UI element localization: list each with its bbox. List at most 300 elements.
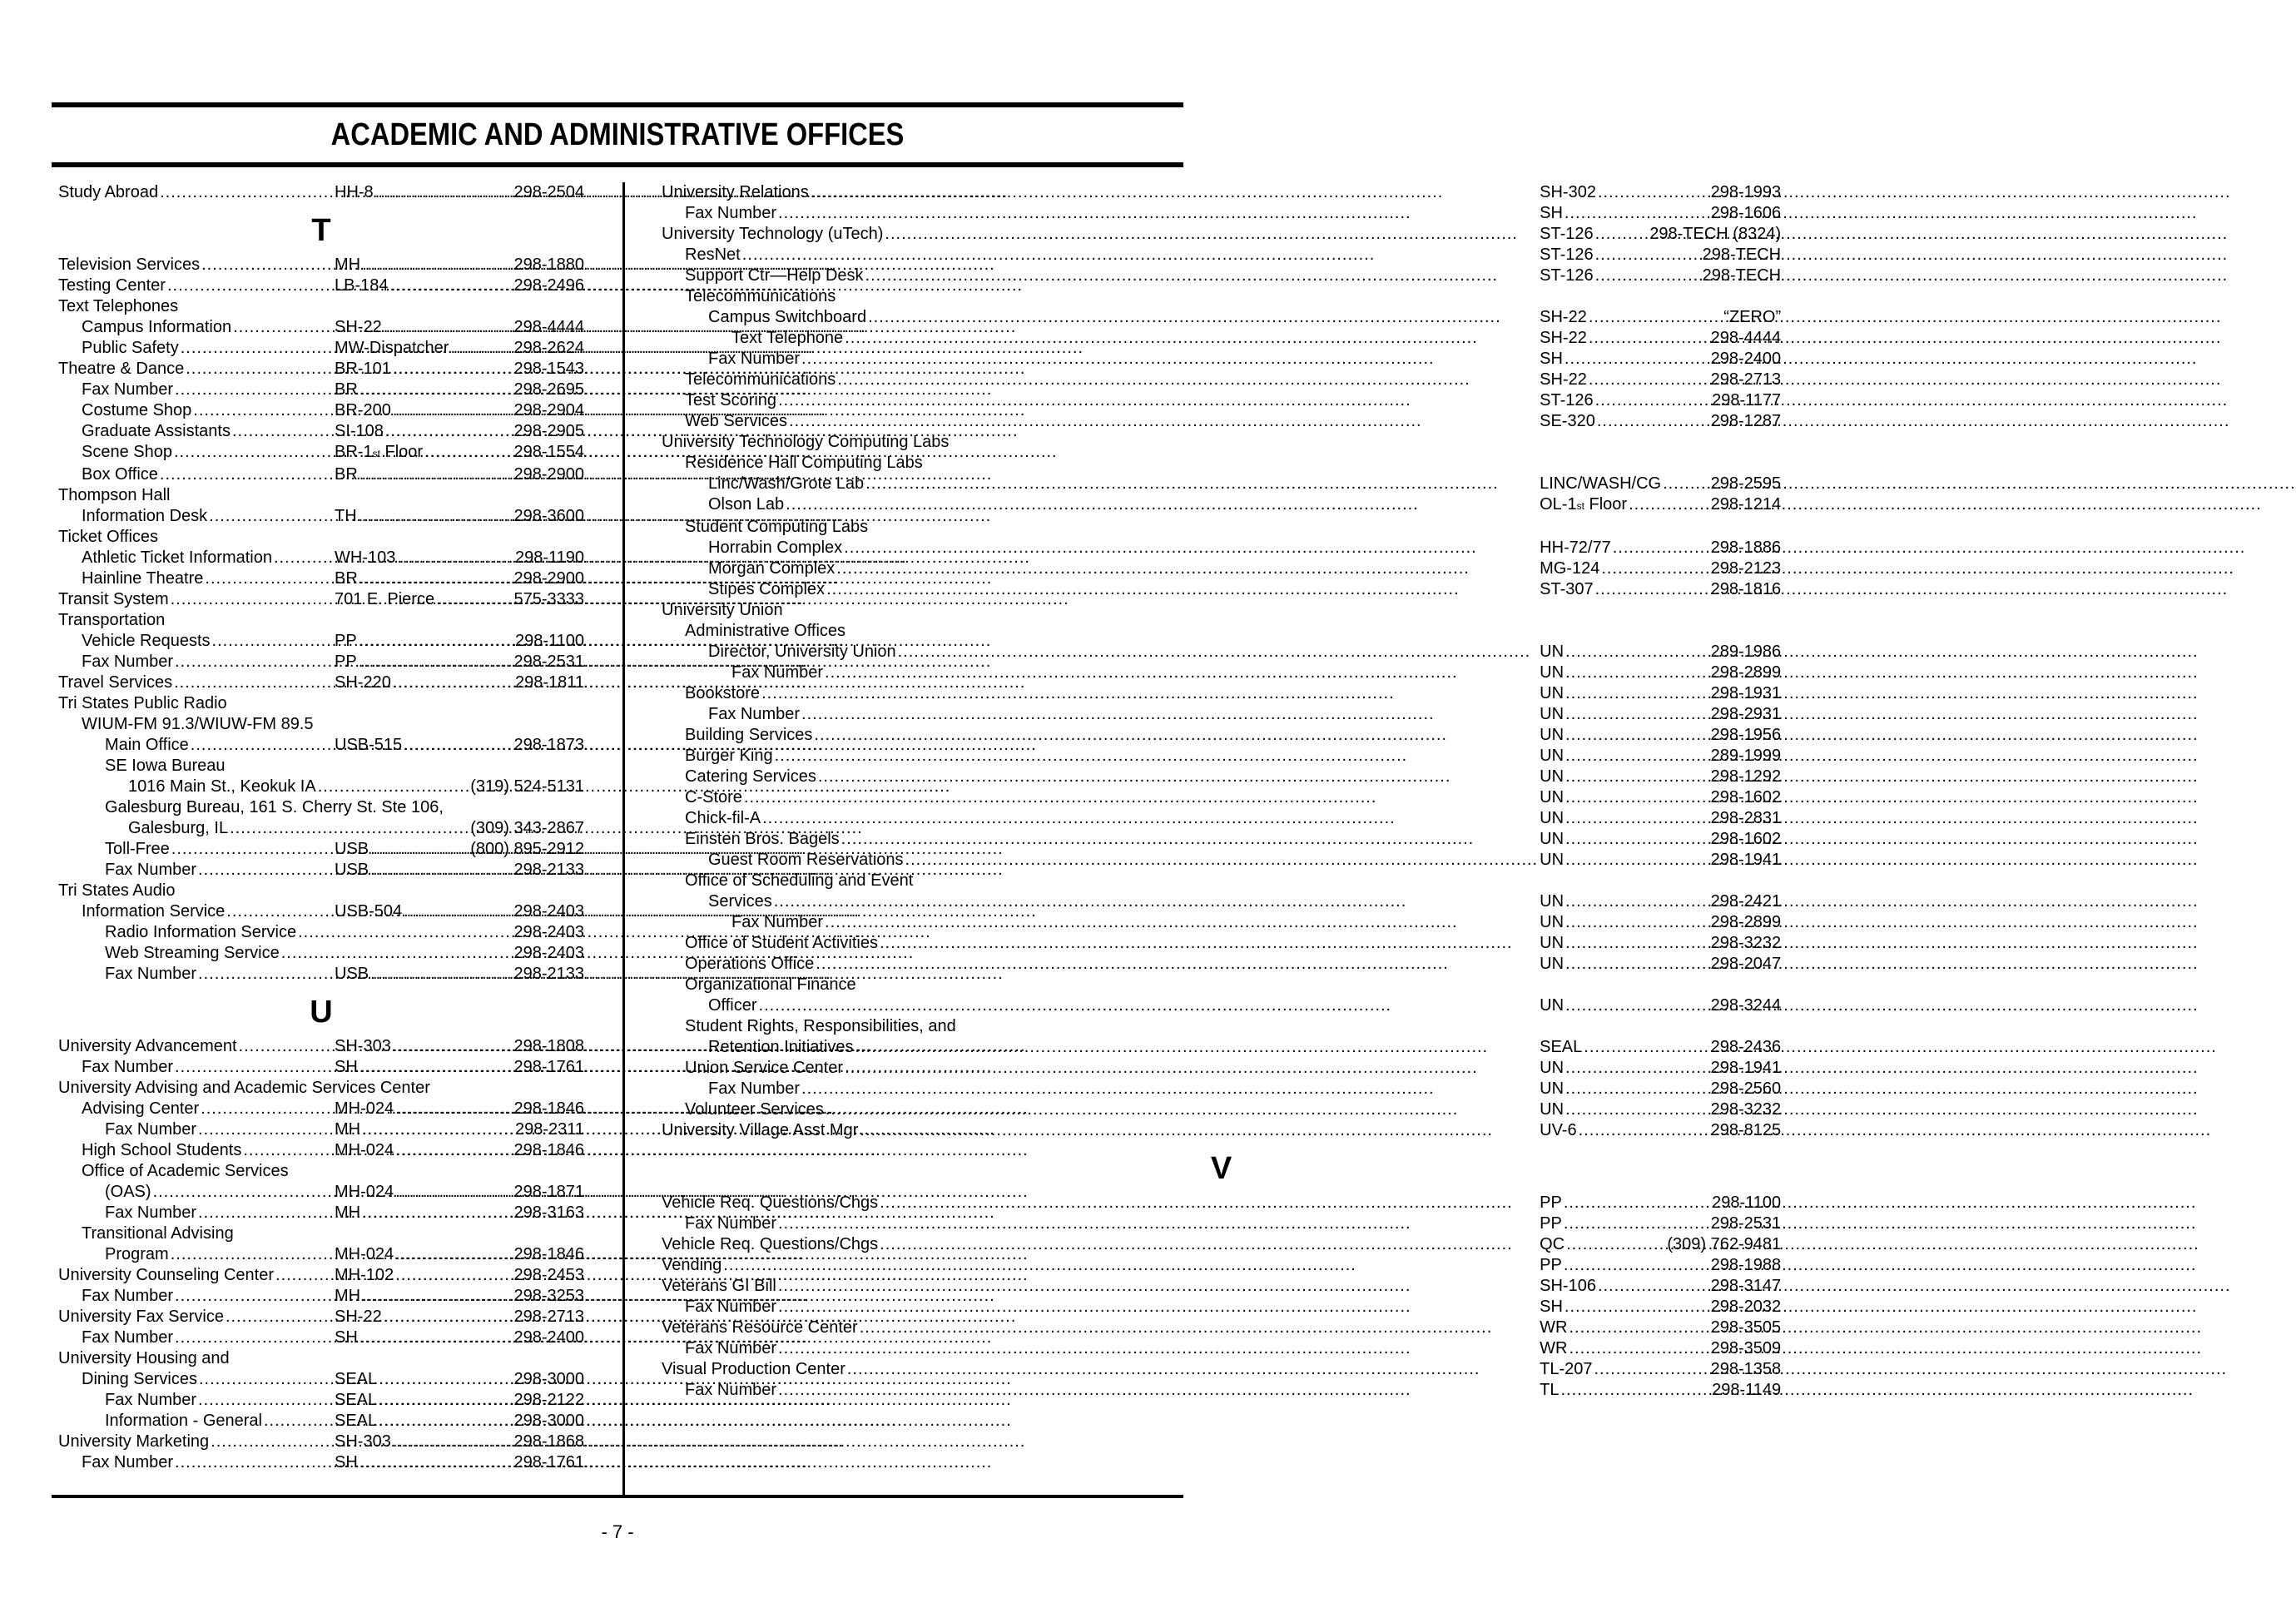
dot-leader: [757, 995, 1540, 1016]
top-double-rule: [52, 102, 1183, 107]
dot-leader: [784, 494, 1540, 515]
dot-leader: [158, 182, 335, 203]
dot-leader: [800, 1079, 1540, 1099]
entry-location-phone: [1540, 829, 1781, 850]
directory-entry: [58, 922, 584, 943]
directory-entry: [58, 275, 584, 296]
directory-entry: [662, 517, 1781, 538]
entry-name: Retention Initiatives: [708, 1038, 854, 1056]
entry-location: MH: [335, 1120, 361, 1139]
entry-location: UN: [1540, 747, 1565, 765]
entry-name: University Fax Service: [58, 1308, 224, 1326]
entry-location-phone: [335, 421, 584, 442]
dot-leader: [843, 328, 1540, 349]
entry-phone: 298-4444: [1710, 329, 1782, 347]
directory-entry: [662, 746, 1781, 767]
entry-name: Costume Shop: [82, 401, 192, 419]
entry-name: Visual Production Center: [662, 1360, 846, 1378]
directory-entry: [58, 1203, 584, 1223]
entry-phone: 298-1941: [1710, 1059, 1782, 1077]
entry-name: Testing Center: [58, 276, 166, 295]
directory-entry: [58, 182, 584, 203]
entry-location: ST-126: [1540, 246, 1594, 264]
directory-entry: [662, 808, 1781, 829]
dot-leader: [1594, 245, 1703, 266]
directory-entry: [58, 380, 584, 400]
entry-location-phone: [335, 1452, 584, 1473]
entry-phone: 298-2453: [513, 1266, 584, 1284]
dot-leader: [377, 1390, 513, 1411]
dot-leader: [816, 767, 1540, 787]
entry-name: Hainline Theatre: [82, 569, 204, 588]
entry-location: BR-1st Floor: [335, 443, 424, 461]
entry-name: Web Services: [685, 412, 788, 430]
entry-phone: 298-8125: [1710, 1121, 1782, 1139]
entry-phone: 298-1816: [1710, 580, 1782, 598]
directory-entry: [58, 1307, 584, 1328]
dot-leader: [357, 631, 515, 652]
entry-location: ST-126: [1540, 225, 1594, 243]
directory-entry: [662, 390, 1781, 411]
dot-leader: [173, 1328, 335, 1348]
entry-location-phone: [1540, 370, 1781, 390]
entry-location-phone: [1540, 1193, 1781, 1213]
entry-location: MW-Dispatcher: [335, 339, 449, 357]
directory-entry: [58, 1223, 584, 1244]
entry-location-phone: [1540, 1079, 1781, 1099]
entry-phone: 298-3232: [1710, 1100, 1782, 1119]
directory-entry: [662, 307, 1781, 328]
entry-location: UV-6: [1540, 1121, 1577, 1139]
entry-location: BR: [335, 569, 358, 588]
directory-entry: [662, 286, 1781, 307]
entry-location-phone: [1540, 704, 1781, 725]
entry-name: Fax Number: [685, 1214, 777, 1233]
entry-phone: 298-2905: [513, 422, 584, 440]
entry-location-phone: [335, 1369, 584, 1390]
entry-name: Fax Number: [105, 1203, 197, 1222]
directory-entry: [58, 860, 584, 881]
entry-location-phone: [1540, 1037, 1781, 1058]
dot-leader: [391, 359, 514, 380]
entry-location: UN: [1540, 643, 1565, 661]
dot-leader: [1594, 390, 1712, 411]
entry-location: SH-22: [335, 318, 382, 336]
entry-name: Radio Information Service: [105, 923, 297, 941]
dot-leader: [1611, 538, 1711, 558]
entry-location-phone: [1540, 808, 1781, 829]
dot-leader: [423, 442, 513, 463]
directory-entry: [662, 600, 1781, 621]
directory-entry: [662, 1255, 1781, 1276]
entry-name: Travel Services: [58, 673, 173, 692]
entry-phone: 298-3505: [1710, 1318, 1782, 1337]
entry-location: UN: [1540, 913, 1565, 931]
directory-entry: [662, 725, 1781, 746]
entry-name: Tri States Audio: [58, 881, 176, 900]
entry-name: Dining Services: [82, 1370, 197, 1388]
directory-entry: [662, 1276, 1781, 1297]
directory-entry: [58, 506, 584, 527]
dot-leader: [1567, 1338, 1710, 1359]
dot-leader: [1564, 683, 1711, 704]
directory-entry: [58, 756, 584, 777]
entry-location-phone: [1540, 1297, 1781, 1318]
entry-phone: 298-2831: [1710, 809, 1782, 827]
entry-location: UN: [1540, 788, 1565, 806]
directory-entry: [58, 714, 584, 735]
entry-location-phone: [1540, 891, 1781, 912]
entry-phone: 298-2695: [513, 380, 584, 399]
entry-location-phone: [1540, 1276, 1781, 1297]
entry-name: Vehicle Requests: [82, 632, 211, 650]
dot-leader: [776, 1213, 1540, 1234]
dot-leader: [394, 1099, 513, 1119]
entry-location-phone: [335, 359, 584, 380]
entry-phone: (319) 524-5131: [470, 777, 584, 796]
directory-entry: [58, 548, 584, 568]
directory-entry: [58, 1432, 584, 1452]
entry-phone: 298-2900: [513, 569, 584, 588]
dot-leader: [225, 901, 335, 922]
entry-phone: (800) 895-2912: [470, 840, 584, 858]
dot-leader: [196, 1390, 335, 1411]
directory-entry: [58, 1452, 584, 1473]
directory-entry: [662, 683, 1781, 704]
entry-phone: 298-2931: [1710, 705, 1782, 723]
entry-location-phone: [335, 380, 584, 400]
entry-phone: 298-2133: [513, 965, 584, 983]
dot-leader: [382, 317, 514, 338]
dot-leader: [196, 1119, 335, 1140]
entry-location-phone: [1540, 912, 1781, 933]
entry-location-phone: [335, 1099, 584, 1119]
entry-location: MH: [335, 256, 361, 274]
dot-leader: [369, 839, 470, 860]
dot-leader: [823, 912, 1540, 933]
entry-name: Horrabin Complex: [708, 538, 843, 557]
entry-name: Vehicle Req. Questions/Chgs: [662, 1194, 879, 1212]
entry-phone: 298-3000: [513, 1412, 584, 1430]
entry-phone: 298-2403: [513, 902, 584, 921]
dot-leader: [1563, 349, 1711, 370]
entry-location-phone: [335, 1182, 584, 1203]
entry-phone: 298-2560: [1710, 1079, 1782, 1098]
entry-name: Fax Number: [685, 1298, 777, 1316]
entry-phone: 298-1358: [1710, 1360, 1782, 1378]
entry-location-phone: [335, 1390, 584, 1411]
dot-leader: [1564, 1079, 1711, 1099]
directory-entry: [662, 370, 1781, 390]
entry-name: Fax Number: [731, 663, 824, 682]
entry-phone: 298-1761: [513, 1058, 584, 1076]
entry-location-phone: [335, 901, 584, 922]
entry-location: USB: [335, 965, 369, 983]
entry-location: SH-302: [1540, 183, 1596, 201]
entry-location-phone: [335, 255, 584, 275]
directory-entry: [662, 579, 1781, 600]
section-letter-v: V: [1210, 1151, 1232, 1186]
dot-leader: [776, 1276, 1540, 1297]
entry-name: Information Desk: [82, 507, 208, 525]
entry-location: PP: [1540, 1194, 1562, 1212]
directory-entry: [58, 442, 584, 464]
entry-location: SH: [1540, 1298, 1563, 1316]
entry-phone: 298-3000: [513, 1370, 584, 1388]
entry-name: University Housing and: [58, 1349, 230, 1367]
dot-leader: [191, 400, 335, 421]
dot-leader: [357, 506, 514, 527]
entry-name: Morgan Complex: [708, 559, 836, 578]
dot-leader: [1564, 850, 1711, 871]
dot-leader: [377, 1369, 513, 1390]
dot-leader: [1567, 1318, 1710, 1338]
dot-leader: [776, 390, 1540, 411]
entry-location: SEAL: [1540, 1038, 1583, 1056]
entry-name: Athletic Ticket Information: [82, 548, 272, 567]
entry-name: Transitional Advising: [82, 1224, 234, 1243]
entry-phone: 298-1292: [1710, 767, 1782, 786]
entry-location-phone: [1540, 1099, 1781, 1120]
directory-entry: [58, 1286, 584, 1307]
dot-leader: [772, 891, 1540, 912]
directory-entry: [662, 1120, 1781, 1141]
dot-leader: [197, 1369, 335, 1390]
dot-leader: [761, 808, 1540, 829]
directory-entry: [662, 1099, 1781, 1120]
dot-leader: [1594, 579, 1711, 600]
entry-name: Fax Number: [82, 1328, 174, 1347]
entry-location-phone: [335, 1203, 584, 1223]
dot-leader: [800, 349, 1540, 370]
directory-entry: [58, 485, 584, 506]
dot-leader: [1564, 663, 1711, 683]
entry-phone: 298-1554: [513, 443, 584, 461]
entry-name: Television Services: [58, 256, 201, 274]
dot-leader: [199, 1099, 335, 1119]
entry-name: Program: [105, 1245, 169, 1263]
entry-name: Galesburg Bureau, 161 S. Cherry St. Ste 106,: [105, 798, 444, 816]
entry-name: Services: [708, 892, 772, 911]
entry-location: MH-024: [335, 1099, 394, 1118]
entry-phone: 298-2032: [1710, 1298, 1782, 1316]
entry-name: University Counseling Center: [58, 1266, 275, 1284]
entry-location: MG-124: [1540, 559, 1600, 578]
entry-location: SH-22: [1540, 308, 1587, 326]
dot-leader: [237, 1036, 335, 1057]
dot-leader: [1564, 1058, 1711, 1079]
entry-name: Study Abroad: [58, 183, 159, 201]
entry-location-phone: [1540, 954, 1781, 975]
dot-leader: [776, 203, 1540, 224]
entry-name: Fax Number: [708, 705, 801, 723]
dot-leader: [787, 411, 1540, 432]
entry-location-phone: [335, 442, 584, 464]
directory-entry: [58, 1036, 584, 1057]
directory-entry: [662, 621, 1781, 642]
dot-leader: [858, 1318, 1540, 1338]
directory-entry: [662, 912, 1781, 933]
dot-leader: [384, 421, 514, 442]
dot-leader: [1559, 1380, 1712, 1401]
entry-name: Web Streaming Service: [105, 944, 280, 962]
directory-entry: [58, 1078, 584, 1099]
entry-location: LB-184: [335, 276, 389, 295]
entry-phone: 298-2899: [1710, 913, 1782, 931]
dot-leader: [196, 860, 335, 881]
dot-leader: [773, 746, 1540, 767]
entry-phone: 298-2123: [1710, 559, 1782, 578]
entry-location: BR-101: [335, 360, 391, 378]
entry-location: ST-126: [1540, 266, 1594, 285]
dot-leader: [1599, 558, 1710, 579]
section-letter-u: U: [310, 995, 333, 1030]
directory-entry: [58, 338, 584, 359]
dot-leader: [825, 579, 1540, 600]
dot-leader: [189, 735, 335, 756]
dot-leader: [173, 652, 335, 672]
directory-entry: [662, 1079, 1781, 1099]
directory-entry: [662, 787, 1781, 808]
entry-name: Transportation: [58, 611, 166, 629]
entry-location-phone: [335, 672, 584, 693]
dot-leader: [1564, 829, 1711, 850]
entry-name: Box Office: [82, 465, 158, 484]
entry-location: UN: [1540, 809, 1565, 827]
entry-name: Fax Number: [708, 350, 801, 368]
directory-entry: [58, 1161, 584, 1182]
entry-name: Fax Number: [708, 1079, 801, 1098]
entry-name: Information Service: [82, 902, 226, 921]
entry-name: University Technology Computing Labs: [662, 433, 950, 451]
dot-leader: [358, 568, 514, 589]
dot-leader: [896, 642, 1540, 663]
directory-entry: [58, 317, 584, 338]
directory-entry: [58, 693, 584, 714]
dot-leader: [1564, 1099, 1711, 1120]
dot-leader: [389, 275, 514, 296]
entry-location: SH-220: [335, 673, 391, 692]
directory-entry: [58, 631, 584, 652]
dot-leader: [776, 1380, 1540, 1401]
entry-location: SH-303: [335, 1432, 391, 1451]
dot-leader: [824, 1099, 1540, 1120]
entry-location-phone: [1540, 494, 1781, 517]
dot-leader: [358, 380, 514, 400]
entry-location-phone: [335, 631, 584, 652]
dot-leader: [1595, 411, 1711, 432]
directory-entry: [662, 1193, 1781, 1213]
entry-name: WIUM-FM 91.3/WIUW-FM 89.5: [82, 715, 314, 733]
dot-leader: [172, 442, 335, 463]
entry-location: ST-126: [1540, 391, 1594, 409]
entry-location-phone: [335, 464, 584, 485]
entry-phone: 298-1214: [1710, 495, 1782, 514]
dot-leader: [357, 652, 514, 672]
entry-name: Thompson Hall: [58, 486, 171, 504]
entry-location: BR: [335, 465, 358, 484]
entry-location: ST-307: [1540, 580, 1594, 598]
directory-entry: [662, 494, 1781, 517]
entry-location: SH-22: [1540, 370, 1587, 389]
entry-phone: 298-TECH: [1702, 246, 1782, 264]
entry-location: USB: [335, 840, 369, 858]
dot-leader: [1594, 224, 1650, 245]
dot-leader: [358, 1057, 514, 1078]
entry-name: Advising Center: [82, 1099, 200, 1118]
directory-entry: [58, 735, 584, 756]
entry-location: QC: [1540, 1235, 1565, 1253]
entry-phone: 298-1941: [1710, 851, 1782, 869]
entry-location-phone: [335, 589, 584, 610]
directory-entry: [662, 891, 1781, 912]
entry-location: UN: [1540, 955, 1565, 973]
dot-leader: [173, 1057, 335, 1078]
entry-phone: 298-3509: [1710, 1339, 1782, 1357]
entry-phone: 298-1811: [514, 673, 584, 692]
dot-leader: [394, 1140, 513, 1161]
directory-entry: [662, 995, 1781, 1016]
entry-phone: 298-1846: [513, 1099, 584, 1118]
entry-location-phone: [335, 400, 584, 421]
dot-leader: [1563, 1297, 1711, 1318]
entry-name: Fax Number: [82, 1058, 174, 1076]
entry-name: Einsten Bros. Bagels: [685, 830, 840, 848]
entry-phone: 298-2713: [513, 1308, 584, 1326]
entry-location-phone: [1540, 1120, 1781, 1141]
entry-name: Galesburg, IL: [128, 819, 229, 837]
entry-phone: 298-1956: [1710, 726, 1782, 744]
dot-leader: [1564, 995, 1711, 1016]
dot-leader: [203, 568, 335, 589]
dot-leader: [846, 1359, 1540, 1380]
dot-leader: [722, 1255, 1540, 1276]
entry-location: SH: [1540, 204, 1563, 222]
dot-leader: [878, 1234, 1540, 1255]
dot-leader: [1587, 370, 1711, 390]
directory-entry: [58, 421, 584, 442]
dot-leader: [169, 589, 335, 610]
dot-leader: [742, 787, 1540, 808]
dot-leader: [224, 1307, 335, 1328]
entry-location-phone: [1540, 349, 1781, 370]
entry-location: LINC/WASH/CG: [1540, 474, 1662, 493]
entry-location: UN: [1540, 934, 1565, 952]
entry-location: UN: [1540, 705, 1565, 723]
entry-location-phone: [1540, 390, 1781, 411]
entry-phone: 298-2400: [513, 1328, 584, 1347]
directory-entry: [58, 839, 584, 860]
entry-location: HH-72/77: [1540, 538, 1611, 557]
dot-leader: [402, 735, 513, 756]
entry-name: Fax Number: [82, 1453, 174, 1471]
directory-entry: [662, 1318, 1781, 1338]
entry-name: Ticket Offices: [58, 528, 159, 546]
entry-phone: 298-2504: [513, 183, 584, 201]
entry-phone: 298-1808: [513, 1037, 584, 1055]
entry-name: Burger King: [685, 747, 773, 765]
dot-leader: [836, 370, 1540, 390]
entry-location: PP: [1540, 1214, 1562, 1233]
entry-phone: 298-1543: [513, 360, 584, 378]
dot-leader: [1562, 1193, 1712, 1213]
directory-entry: [58, 1057, 584, 1078]
entry-location-phone: [1540, 1234, 1781, 1255]
entry-name: University Village Asst Mgr: [662, 1121, 859, 1139]
entry-phone: 298-2421: [1710, 892, 1782, 911]
dot-leader: [1564, 891, 1711, 912]
entry-location-phone: [335, 1307, 584, 1328]
